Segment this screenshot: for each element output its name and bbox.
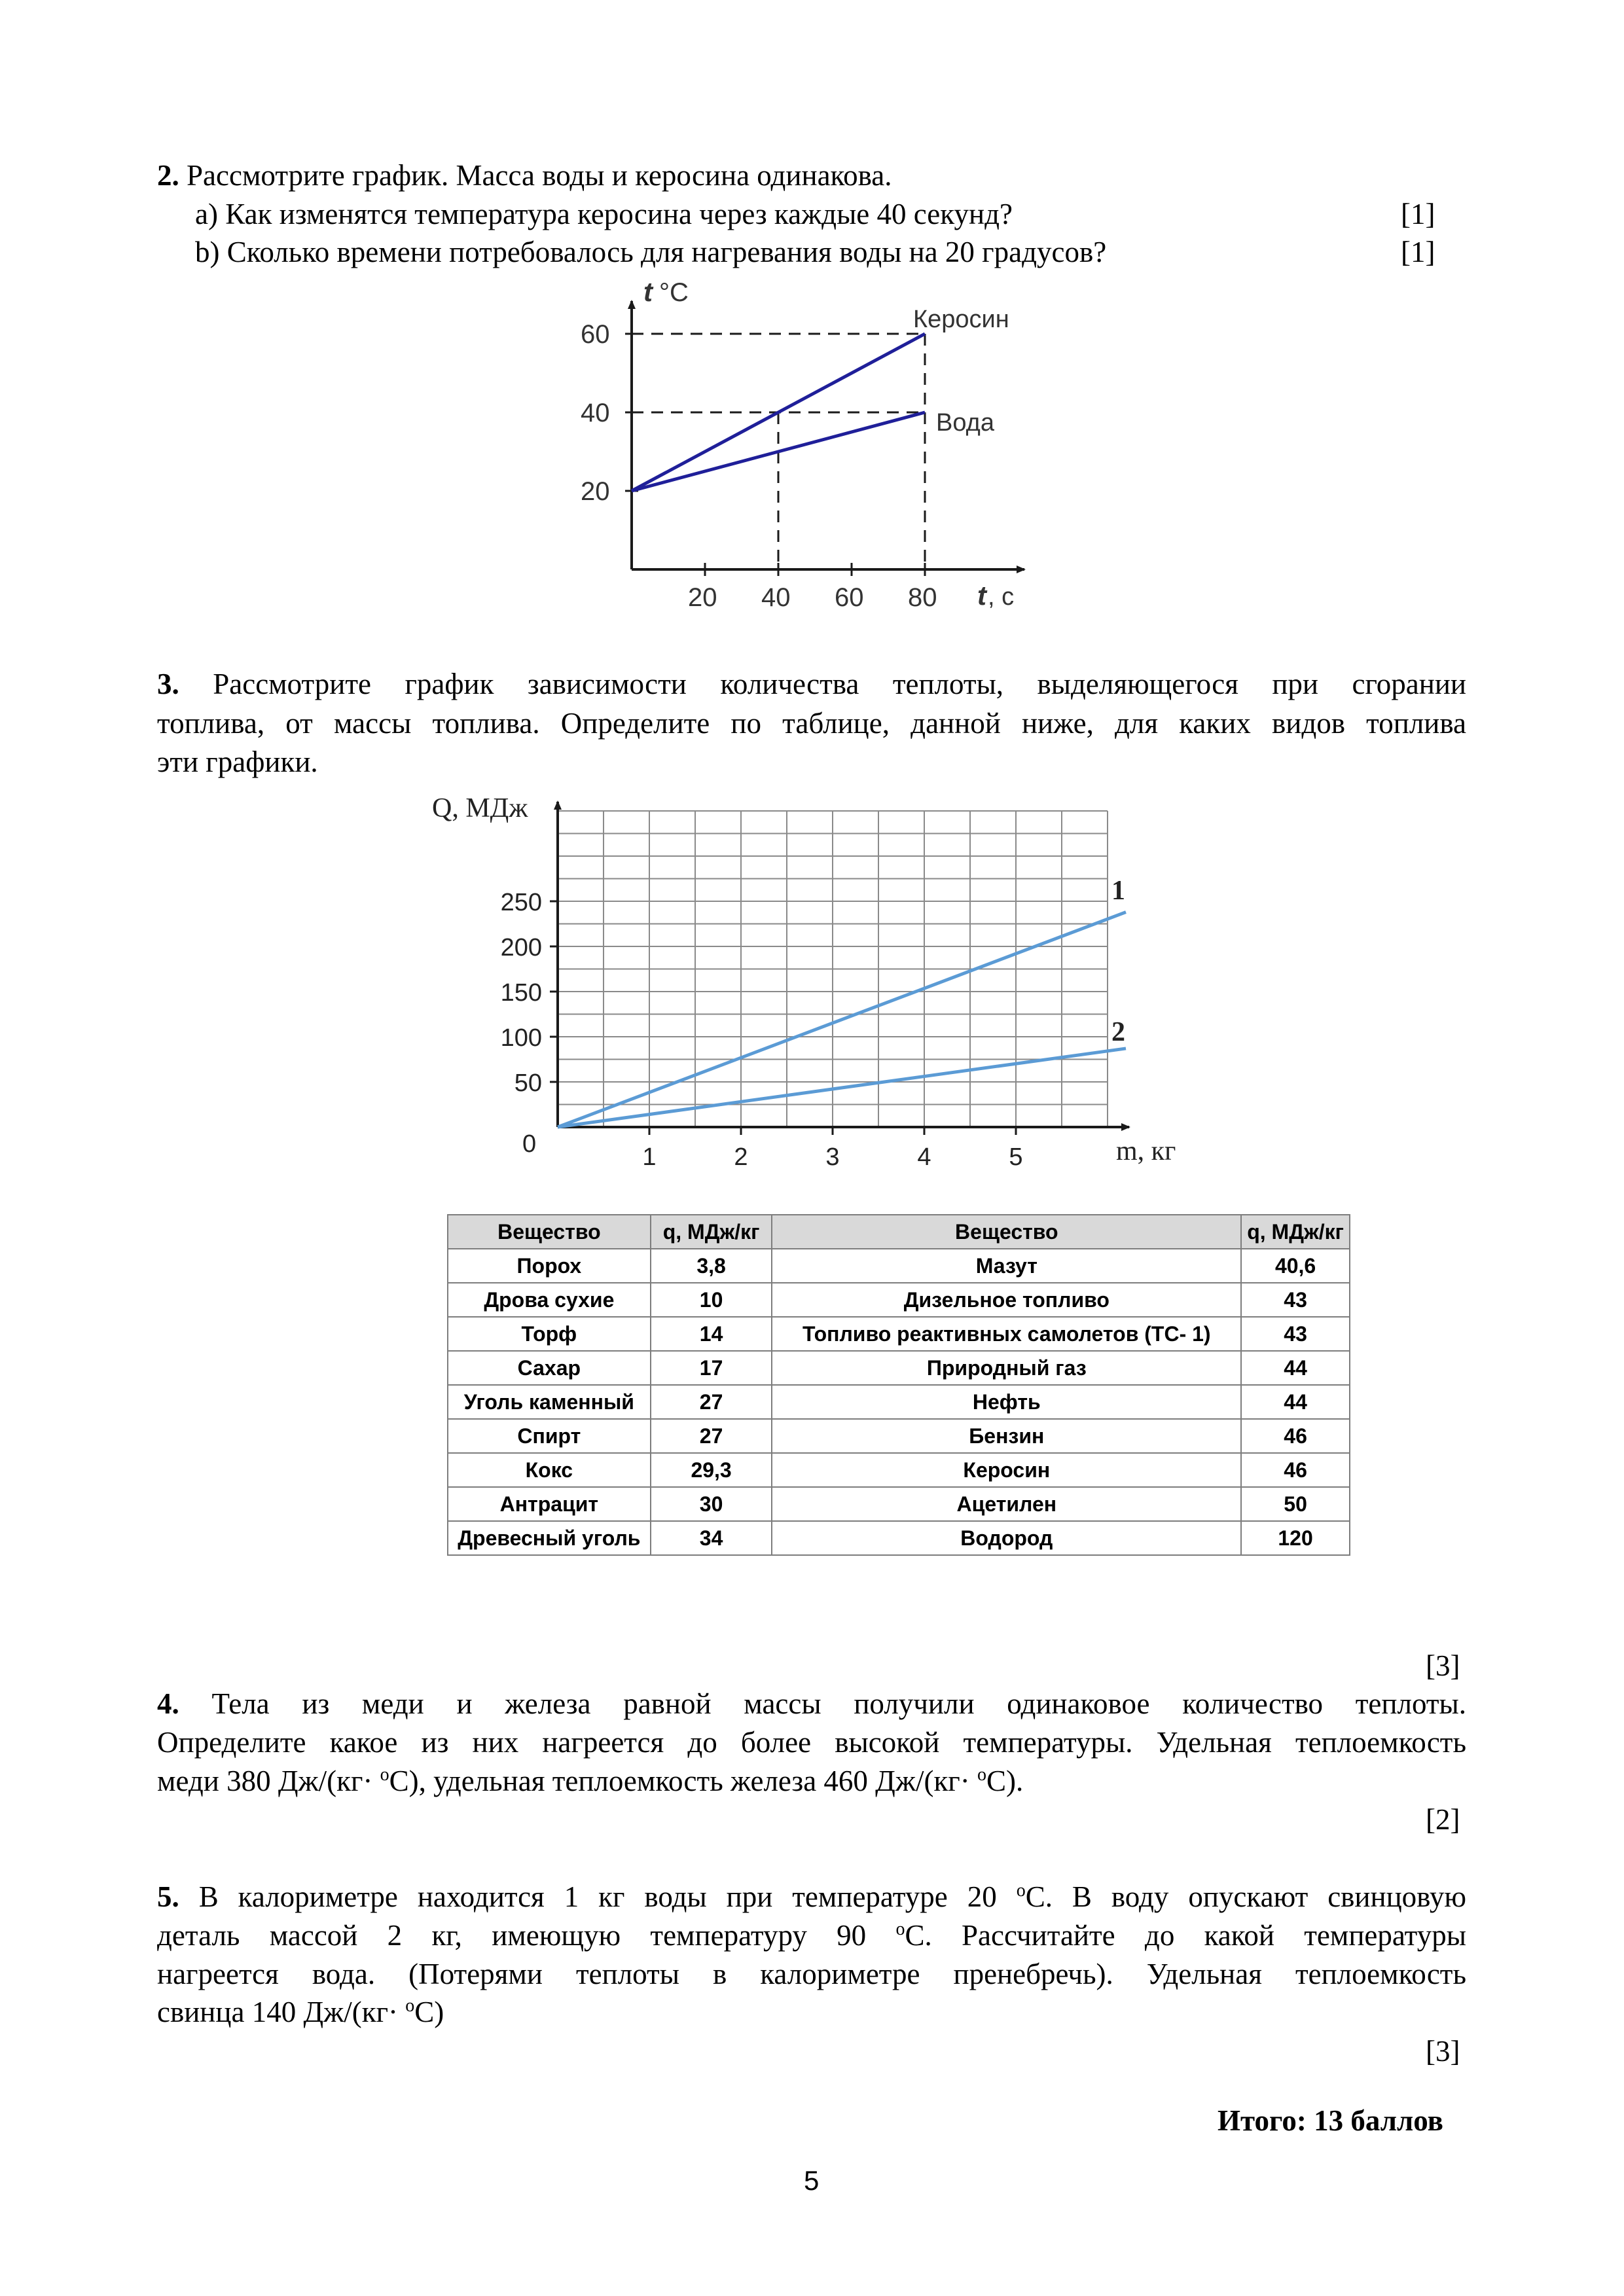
table-cell: Дизельное топливо — [772, 1283, 1241, 1317]
table-cell: 44 — [1241, 1351, 1350, 1385]
chart2-x-tick-label: 3 — [825, 1143, 840, 1171]
chart1-y-tick-label: 60 — [581, 320, 610, 349]
table-cell: 43 — [1241, 1317, 1350, 1351]
question-4-text-3b: С), удельная теплоемкость железа 460 Дж/(кг· — [389, 1765, 978, 1797]
table-cell: 50 — [1241, 1487, 1350, 1521]
table-cell: Природный газ — [772, 1351, 1241, 1385]
table-row — [448, 1317, 1350, 1351]
table-row — [448, 1453, 1350, 1487]
table-cell: Ацетилен — [772, 1487, 1241, 1521]
question-5-text-4b: С) — [414, 1996, 444, 2028]
table-header-row — [448, 1215, 1350, 1249]
degree-sign: o — [1016, 1880, 1026, 1901]
table-header-q-2: q, МДж/кг — [1241, 1215, 1350, 1249]
chart2-y-tick-label: 150 — [500, 979, 542, 1007]
table-cell: Антрацит — [448, 1487, 651, 1521]
table-cell: 46 — [1241, 1453, 1350, 1487]
question-4-text-3c: С). — [986, 1765, 1024, 1797]
chart2-x-tick-label: 1 — [642, 1143, 657, 1171]
chart2-y-tick-label: 100 — [500, 1024, 542, 1052]
chart1-y-tick-label: 20 — [581, 477, 610, 506]
temperature-time-chart — [560, 268, 1077, 635]
table-cell: 44 — [1241, 1385, 1350, 1419]
question-4-number: 4. — [157, 1687, 179, 1720]
question-2-number: 2. — [157, 159, 179, 192]
question-4-line-2: Определите какое из них нагреется до более высокой температуры. Удельная теплоемкость — [157, 1726, 1466, 1759]
table-cell: 29,3 — [651, 1453, 772, 1487]
page-number: 5 — [804, 2165, 820, 2196]
table-row — [448, 1249, 1350, 1283]
question-2a: a) Как изменятся температура керосина через каждые 40 секунд? — [195, 198, 1013, 230]
question-4-line-1 — [157, 1684, 1466, 1723]
question-3-text-1: Рассмотрите график зависимости количества теплоты, выделяющегося при сгорании — [213, 668, 1466, 700]
chart2-origin-label: 0 — [522, 1130, 537, 1158]
table-cell: Сахар — [448, 1351, 651, 1385]
question-2b-points: [1] — [1401, 236, 1435, 268]
question-5-line-3: нагреется вода. (Потерями теплоты в калориметре пренебречь). Удельная теплоемкость — [157, 1958, 1466, 1990]
question-5-line-4 — [157, 1992, 1466, 2032]
table-row — [448, 1351, 1350, 1385]
table-cell: 34 — [651, 1521, 772, 1555]
question-5-text-1b: С. В воду опускают свинцовую — [1025, 1880, 1466, 1913]
question-2-intro — [157, 156, 1335, 195]
table-cell: 43 — [1241, 1283, 1350, 1317]
table-header-substance-2: Вещество — [772, 1215, 1241, 1249]
table-row — [448, 1283, 1350, 1317]
table-row — [448, 1487, 1350, 1521]
degree-sign: o — [405, 1996, 415, 2016]
question-5-text-2b: С. Рассчитайте до какой температуры — [905, 1919, 1466, 1952]
table-cell: Мазут — [772, 1249, 1241, 1283]
chart1-y-tick-label: 40 — [581, 399, 610, 427]
heat-mass-chart — [419, 785, 1204, 1191]
question-4-points: [2] — [1426, 1803, 1460, 1836]
fuel-heat-table — [447, 1214, 1350, 1556]
chart2-series-line-1 — [558, 1049, 1126, 1127]
question-3-line-3: эти графики. — [157, 745, 318, 778]
chart2-x-tick-label: 4 — [917, 1143, 931, 1171]
question-5-points: [3] — [1426, 2035, 1460, 2068]
question-2-text: Рассмотрите график. Масса воды и керосина одинакова. — [187, 159, 892, 192]
chart1-y-label-symbol: t — [643, 276, 653, 307]
table-cell: Кокс — [448, 1453, 651, 1487]
chart1-x-tick-label: 80 — [908, 583, 937, 612]
table-cell: 27 — [651, 1419, 772, 1453]
chart2-y-label: Q, МДж — [432, 793, 528, 823]
chart1-y-label-unit: °C — [659, 278, 689, 307]
question-3-number: 3. — [157, 668, 179, 700]
question-4-line-3 — [157, 1761, 1466, 1801]
chart1-x-label-symbol: t — [977, 580, 986, 611]
chart2-x-label: m, кг — [1116, 1136, 1176, 1166]
question-3-points: [3] — [1426, 1649, 1460, 1682]
question-5-text-4a: свинца 140 Дж/(кг· — [157, 1996, 406, 2028]
question-3-line-2: топлива, от массы топлива. Определите по таблице, данной ниже, для каких видов топлива — [157, 707, 1466, 740]
question-4-text-1: Тела из меди и железа равной массы получили одинаковое количество теплоты. — [211, 1687, 1467, 1720]
chart2-x-tick-label: 2 — [734, 1143, 748, 1171]
table-cell: 10 — [651, 1283, 772, 1317]
table-row — [448, 1385, 1350, 1419]
chart2-x-tick-label: 5 — [1009, 1143, 1023, 1171]
chart2-series-label-1: 1 — [1111, 876, 1125, 906]
table-cell: 30 — [651, 1487, 772, 1521]
chart2-series-line-0 — [558, 912, 1126, 1127]
table-cell: 14 — [651, 1317, 772, 1351]
chart1-x-tick-label: 60 — [835, 583, 864, 612]
question-2a-points: [1] — [1401, 198, 1435, 230]
question-5-line-2 — [157, 1916, 1466, 1955]
table-cell: 17 — [651, 1351, 772, 1385]
table-cell: Спирт — [448, 1419, 651, 1453]
table-cell: 27 — [651, 1385, 772, 1419]
table-header-q-1: q, МДж/кг — [651, 1215, 772, 1249]
table-cell: 46 — [1241, 1419, 1350, 1453]
table-cell: Бензин — [772, 1419, 1241, 1453]
chart2-y-tick-label: 250 — [500, 889, 542, 916]
table-row — [448, 1419, 1350, 1453]
table-cell: Уголь каменный — [448, 1385, 651, 1419]
table-cell: 3,8 — [651, 1249, 772, 1283]
table-cell: Порох — [448, 1249, 651, 1283]
table-cell: Топливо реактивных самолетов (ТС- 1) — [772, 1317, 1241, 1351]
table-header-substance-1: Вещество — [448, 1215, 651, 1249]
chart1-series-label-kerosene: Керосин — [913, 306, 1009, 333]
chart2-y-tick-label: 200 — [500, 934, 542, 961]
chart1-series-label-water: Вода — [936, 409, 994, 437]
chart2-y-tick-label: 50 — [514, 1069, 542, 1097]
degree-sign: o — [977, 1765, 987, 1785]
table-cell: Водород — [772, 1521, 1241, 1555]
question-3-line-1 — [157, 664, 1466, 704]
question-2b: b) Сколько времени потребовалось для нагревания воды на 20 градусов? — [195, 236, 1107, 268]
table-cell: Древесный уголь — [448, 1521, 651, 1555]
table-cell: Нефть — [772, 1385, 1241, 1419]
question-5-line-1 — [157, 1877, 1466, 1916]
chart1-x-label-unit: , c — [988, 583, 1015, 611]
chart1-x-tick-label: 20 — [688, 583, 717, 612]
table-cell: Торф — [448, 1317, 651, 1351]
table-row — [448, 1521, 1350, 1555]
question-5-text-2a: деталь массой 2 кг, имеющую температуру 90 — [157, 1919, 896, 1952]
degree-sign: o — [380, 1765, 389, 1785]
question-5-text-1a: В калориметре находится 1 кг воды при температуре 20 — [198, 1880, 1017, 1913]
table-cell: 40,6 — [1241, 1249, 1350, 1283]
question-5-number: 5. — [157, 1880, 179, 1913]
chart1-x-tick-label: 40 — [761, 583, 791, 612]
table-cell: 120 — [1241, 1521, 1350, 1555]
table-cell: Дрова сухие — [448, 1283, 651, 1317]
total-score: Итого: 13 баллов — [1218, 2104, 1443, 2137]
question-4-text-3a: меди 380 Дж/(кг· — [157, 1765, 380, 1797]
table-cell: Керосин — [772, 1453, 1241, 1487]
chart2-series-label-2: 2 — [1111, 1017, 1125, 1047]
degree-sign: o — [895, 1919, 905, 1939]
